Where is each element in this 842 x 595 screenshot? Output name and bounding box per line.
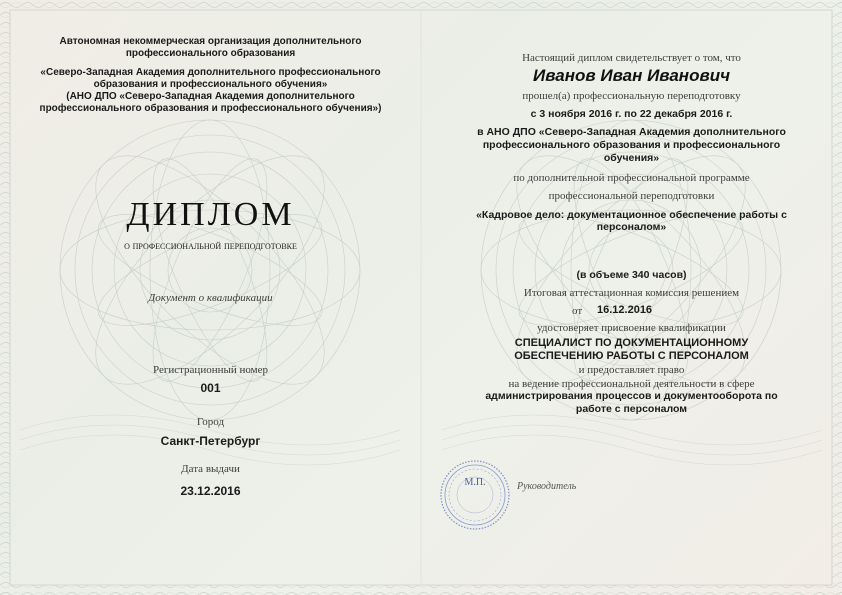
activity-label: на ведение профессиональной деятельности в сфере xyxy=(508,378,755,390)
holder-name: Иванов Иван Иванович xyxy=(532,66,731,85)
city-value: Санкт-Петербург xyxy=(160,434,261,448)
institution-line: обучения» xyxy=(603,152,660,164)
passed-text: прошел(а) профессиональную переподготовку xyxy=(522,90,741,102)
intro-text: Настоящий диплом свидетельствует о том, что xyxy=(522,52,741,64)
document-type: Документ о квалификации xyxy=(148,292,273,304)
qualification: ОБЕСПЕЧЕНИЮ РАБОТЫ С ПЕРСОНАЛОМ xyxy=(514,350,749,362)
issue-date: 23.12.2016 xyxy=(180,484,241,498)
activity-field: администрирования процессов и документооборота по xyxy=(485,390,778,402)
program-name: персоналом» xyxy=(596,221,667,233)
city-label: Город xyxy=(196,416,225,428)
registration-number-label: Регистрационный номер xyxy=(152,364,269,376)
registration-number: 001 xyxy=(200,381,221,395)
org-name-line: (АНО ДПО «Северо-Западная Академия дополнительного xyxy=(66,91,355,102)
stamp-seal xyxy=(439,459,511,531)
org-name-line: профессионального образования xyxy=(125,48,296,59)
head-signature-label: Руководитель xyxy=(517,481,577,492)
diploma-subtitle: о профессиональной переподготовке xyxy=(124,240,297,252)
program-label: профессиональной переподготовки xyxy=(548,190,715,202)
commission-text: Итоговая аттестационная комиссия решением xyxy=(523,287,740,299)
org-name-line: Автономная некоммерческая организация дополнительного xyxy=(59,36,362,47)
program-label: по дополнительной профессиональной программе xyxy=(513,172,750,184)
grants-text: и предоставляет право xyxy=(578,364,685,376)
issue-date-label: Дата выдачи xyxy=(181,463,240,475)
diploma-title: ДИПЛОМ xyxy=(126,196,295,233)
org-name-line: образования и профессионального обучения» xyxy=(93,79,328,90)
decision-date: 16.12.2016 xyxy=(597,304,653,316)
org-name-line: «Северо-Западная Академия дополнительного профессионального xyxy=(40,67,381,78)
certifies-text: удостоверяет присвоение квалификации xyxy=(537,322,726,334)
qualification: СПЕЦИАЛИСТ ПО ДОКУМЕНТАЦИОННОМУ xyxy=(514,337,749,349)
program-hours: (в объеме 340 часов) xyxy=(576,269,687,281)
program-name: «Кадровое дело: документационное обеспечение работы с xyxy=(476,209,787,221)
decision-from-label: от xyxy=(572,305,583,317)
stamp-text: М.П. xyxy=(464,477,486,488)
institution-line: в АНО ДПО «Северо-Западная Академия дополнительного xyxy=(477,126,786,138)
org-name-line: профессионального образования и профессионального обучения») xyxy=(39,103,382,114)
training-period: с 3 ноября 2016 г. по 22 декабря 2016 г. xyxy=(530,108,733,120)
stamp-icon xyxy=(439,459,511,531)
institution-line: профессионального образования и профессионального xyxy=(482,139,781,151)
activity-field: работе с персоналом xyxy=(575,403,688,415)
